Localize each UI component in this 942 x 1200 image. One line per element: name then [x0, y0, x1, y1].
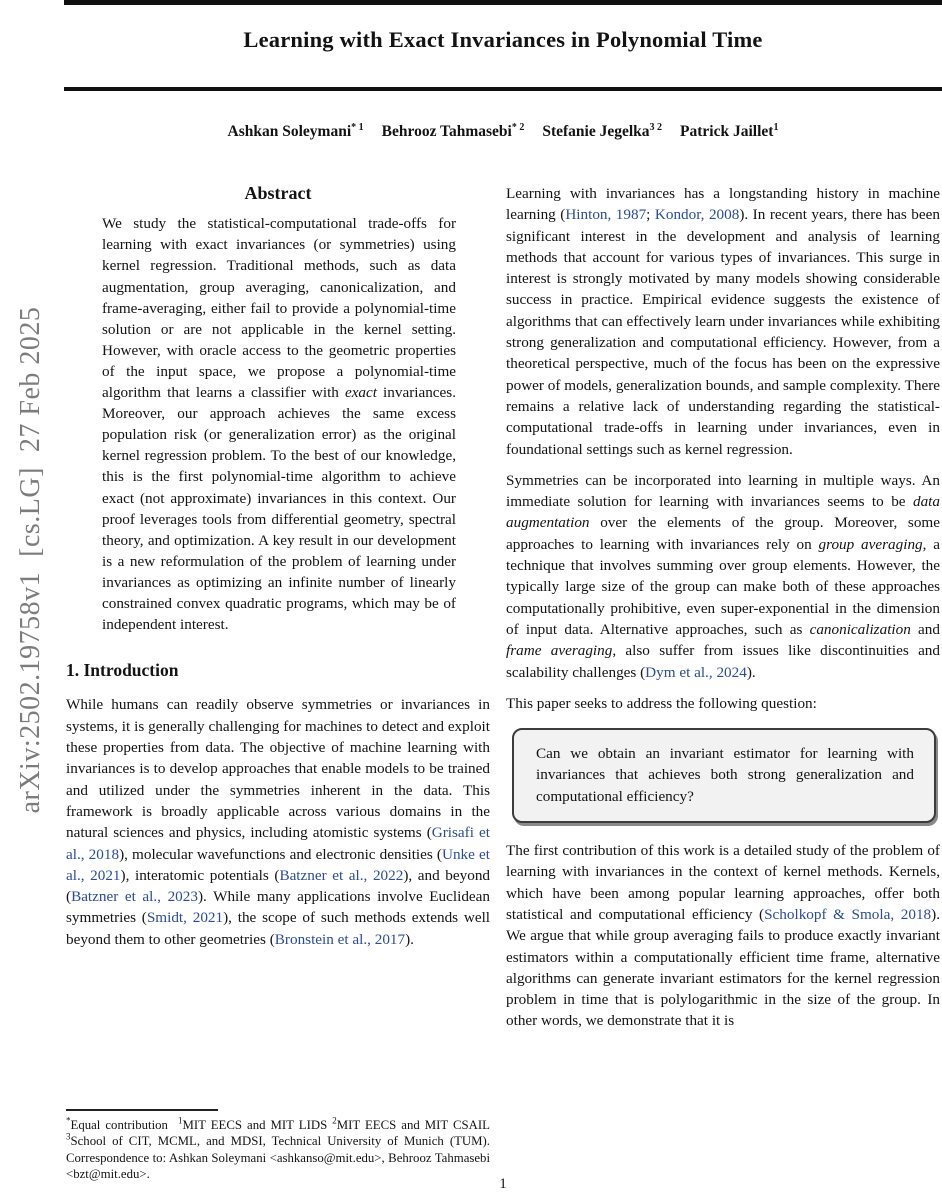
text-segment: Patrick Jaillet	[680, 123, 774, 140]
text-segment: ), the scope of such methods extends well beyond them to other geometries (	[66, 909, 491, 948]
top-rule	[64, 0, 942, 5]
text-segment: *	[66, 1115, 71, 1126]
section-heading-introduction: 1. Introduction	[66, 660, 179, 681]
left-column	[66, 183, 490, 1183]
text-segment: 3	[66, 1131, 71, 1142]
text-segment: Stefanie Jegelka	[542, 123, 650, 140]
text-segment: over the elements of the group. Moreover, some approaches to learning with invariances rely on	[506, 514, 940, 553]
text-segment: frame averaging	[506, 642, 613, 660]
text-segment: group averaging	[818, 535, 923, 553]
text-segment: Behrooz Tahmasebi	[381, 123, 512, 140]
citation-link[interactable]: Hinton, 1987	[565, 206, 647, 224]
text-segment: ). While many applications involve Euclidean symmetries (	[66, 888, 490, 927]
citation-link[interactable]: Smidt, 2021	[146, 909, 224, 927]
text-segment: Ashkan Soleymani	[227, 123, 352, 140]
text-segment: We study the statistical-computational trade-offs for learning with exact invariances (or symmetries) using kernel regression. Traditional methods, such as data augmentation, group averaging, canonicalization, and frame-averaging, either fail to provide a polynomial-time solution or are not applicable in the kernel setting. However, with oracle access to the geometric properties of the input space, we propose a polynomial-time algorithm that learns a classifier with	[102, 215, 456, 402]
author-line	[64, 123, 942, 141]
text-segment: The first contribution of this work is a detailed study of the problem of learning with invariances in the context of kernel methods. Kernels, which have been among popular learning approaches, offer both statistical and computational efficiency (	[506, 842, 940, 923]
text-segment: This paper seeks to address the following question:	[506, 694, 817, 712]
citation-link[interactable]: Unke et al., 2021	[66, 845, 490, 884]
text-segment: Equal contribution	[70, 1117, 178, 1132]
text-segment: ), molecular wavefunctions and electronic densities (	[119, 845, 442, 863]
paragraph	[506, 693, 940, 714]
text-segment: ).	[746, 663, 756, 681]
text-segment: ), interatomic potentials (	[120, 866, 280, 884]
text-segment: Symmetries can be incorporated into learning in multiple ways. An immediate solution for learning with invariances seems to be	[506, 471, 940, 511]
text-segment: and	[910, 620, 940, 638]
citation-link[interactable]: Scholkopf & Smola, 2018	[764, 905, 932, 923]
text-segment: ). In recent years, there has been significant interest in the development and analysis of learning methods that account for various types of invariances. This surge in interest is strongly motivated by many models showing considerable success in practice. Empirical evidence suggests the existence of algorithms that can effectively learn under invariances while exhibiting strong generalization and computational efficiency. However, from a theoretical perspective, much of the focus has been on the expressive power of models, generalization bounds, and sample complexity. There remains a relative lack of understanding regarding the statistical-computational trade-offs in learning under invariances, even in foundational settings such as kernel regression.	[506, 206, 940, 458]
title-rule	[64, 87, 942, 91]
citation-link[interactable]: Dym et al., 2024	[645, 663, 747, 681]
text-segment: 2	[332, 1115, 337, 1126]
paragraph	[506, 470, 940, 683]
intro-paragraph	[66, 694, 490, 950]
text-segment: ).	[405, 930, 414, 948]
text-segment: MIT EECS and MIT CSAIL	[336, 1117, 490, 1132]
citation-link[interactable]: Batzner et al., 2023	[71, 888, 198, 906]
text-segment: 3 2	[649, 121, 663, 133]
text-segment: * 1	[351, 121, 364, 133]
paragraph	[506, 183, 940, 460]
abstract-heading: Abstract	[244, 183, 312, 203]
page-number: 1	[499, 1176, 507, 1192]
text-segment: exact	[344, 384, 377, 402]
text-segment: School of CIT, MCML, and MDSI, Technical University of Munich (TUM). Correspondence to: Ashkan Soleymani <ashkanso@mit.edu>, Behrooz Tahmasebi <bzt@mit.edu>.	[66, 1134, 490, 1182]
citation-link[interactable]: Grisafi et al., 2018	[66, 824, 490, 863]
text-segment: ). We argue that while group averaging fails to produce exactly invariant estimators within a computationally efficient time frame, alternative algorithms can generate invariant estimators for the kernel regression problem in time that is polylogarithmic in the size of the group. In other words, we demonstrate that it is	[506, 905, 941, 1030]
paper-title: Learning with Exact Invariances in Polynomial Time	[243, 27, 763, 52]
question-text: Can we obtain an invariant estimator for learning with invariances that achieves both strong generalization and computational efficiency?	[536, 745, 914, 805]
citation-link[interactable]: Kondor, 2008	[654, 206, 740, 224]
right-column	[506, 183, 940, 1183]
text-segment: data augmentation	[506, 493, 940, 532]
two-column-body	[66, 183, 940, 1183]
citation-link[interactable]: Batzner et al., 2022	[279, 866, 404, 884]
citation-link[interactable]: Bronstein et al., 2017	[274, 930, 406, 948]
text-segment: * 2	[511, 121, 525, 133]
footnote-text	[66, 1117, 490, 1183]
text-segment: 1	[177, 1115, 183, 1126]
abstract-text	[102, 213, 456, 635]
arxiv-watermark: arXiv:2502.19758v1 [cs.LG] 27 Feb 2025	[15, 306, 46, 814]
footnote-rule	[66, 1109, 218, 1111]
paragraph	[506, 840, 940, 1032]
text-segment: Learning with invariances has a longstanding history in machine learning (	[506, 185, 940, 224]
text-segment: , a technique that involves summing over group elements. However, the typically large size of the group can make both of these approaches computationally prohibitive, even super-exponential in the dimension of input data. Alternative approaches, such as	[506, 535, 940, 638]
text-segment: invariances. Moreover, our approach achieves the same excess population risk (or generalization error) as the original kernel regression problem. To the best of our knowledge, this is the first polynomial-time algorithm to achieve exact (not approximate) invariances in this context. Our proof leverages tools from differential geometry, spectral theory, and optimization. A key result in our development is a new reformulation of the problem of learning under invariances as optimizing an infinite number of linearly constrained convex quadratic programs, which may be of independent interest.	[102, 384, 456, 634]
text-segment: While humans can readily observe symmetries or invariances in systems, it is generally challenging for machines to detect and exploit these properties from data. The objective of machine learning with invariances is to develop approaches that enable models to be trained and utilized under the symmetries inherent in the data. This framework is broadly applicable across various domains in the natural sciences and physics, including atomistic systems (	[66, 696, 490, 842]
text-segment: ), and beyond (	[66, 866, 491, 906]
footnote-block	[66, 1109, 490, 1183]
question-box	[512, 728, 936, 823]
text-segment: MIT EECS and MIT LIDS	[182, 1117, 333, 1132]
text-segment: 1	[773, 121, 779, 133]
text-segment: canonicalization	[809, 620, 911, 638]
text-segment: ;	[646, 206, 655, 224]
text-segment: , also suffer from issues like discontinuities and scalability challenges (	[506, 642, 940, 681]
